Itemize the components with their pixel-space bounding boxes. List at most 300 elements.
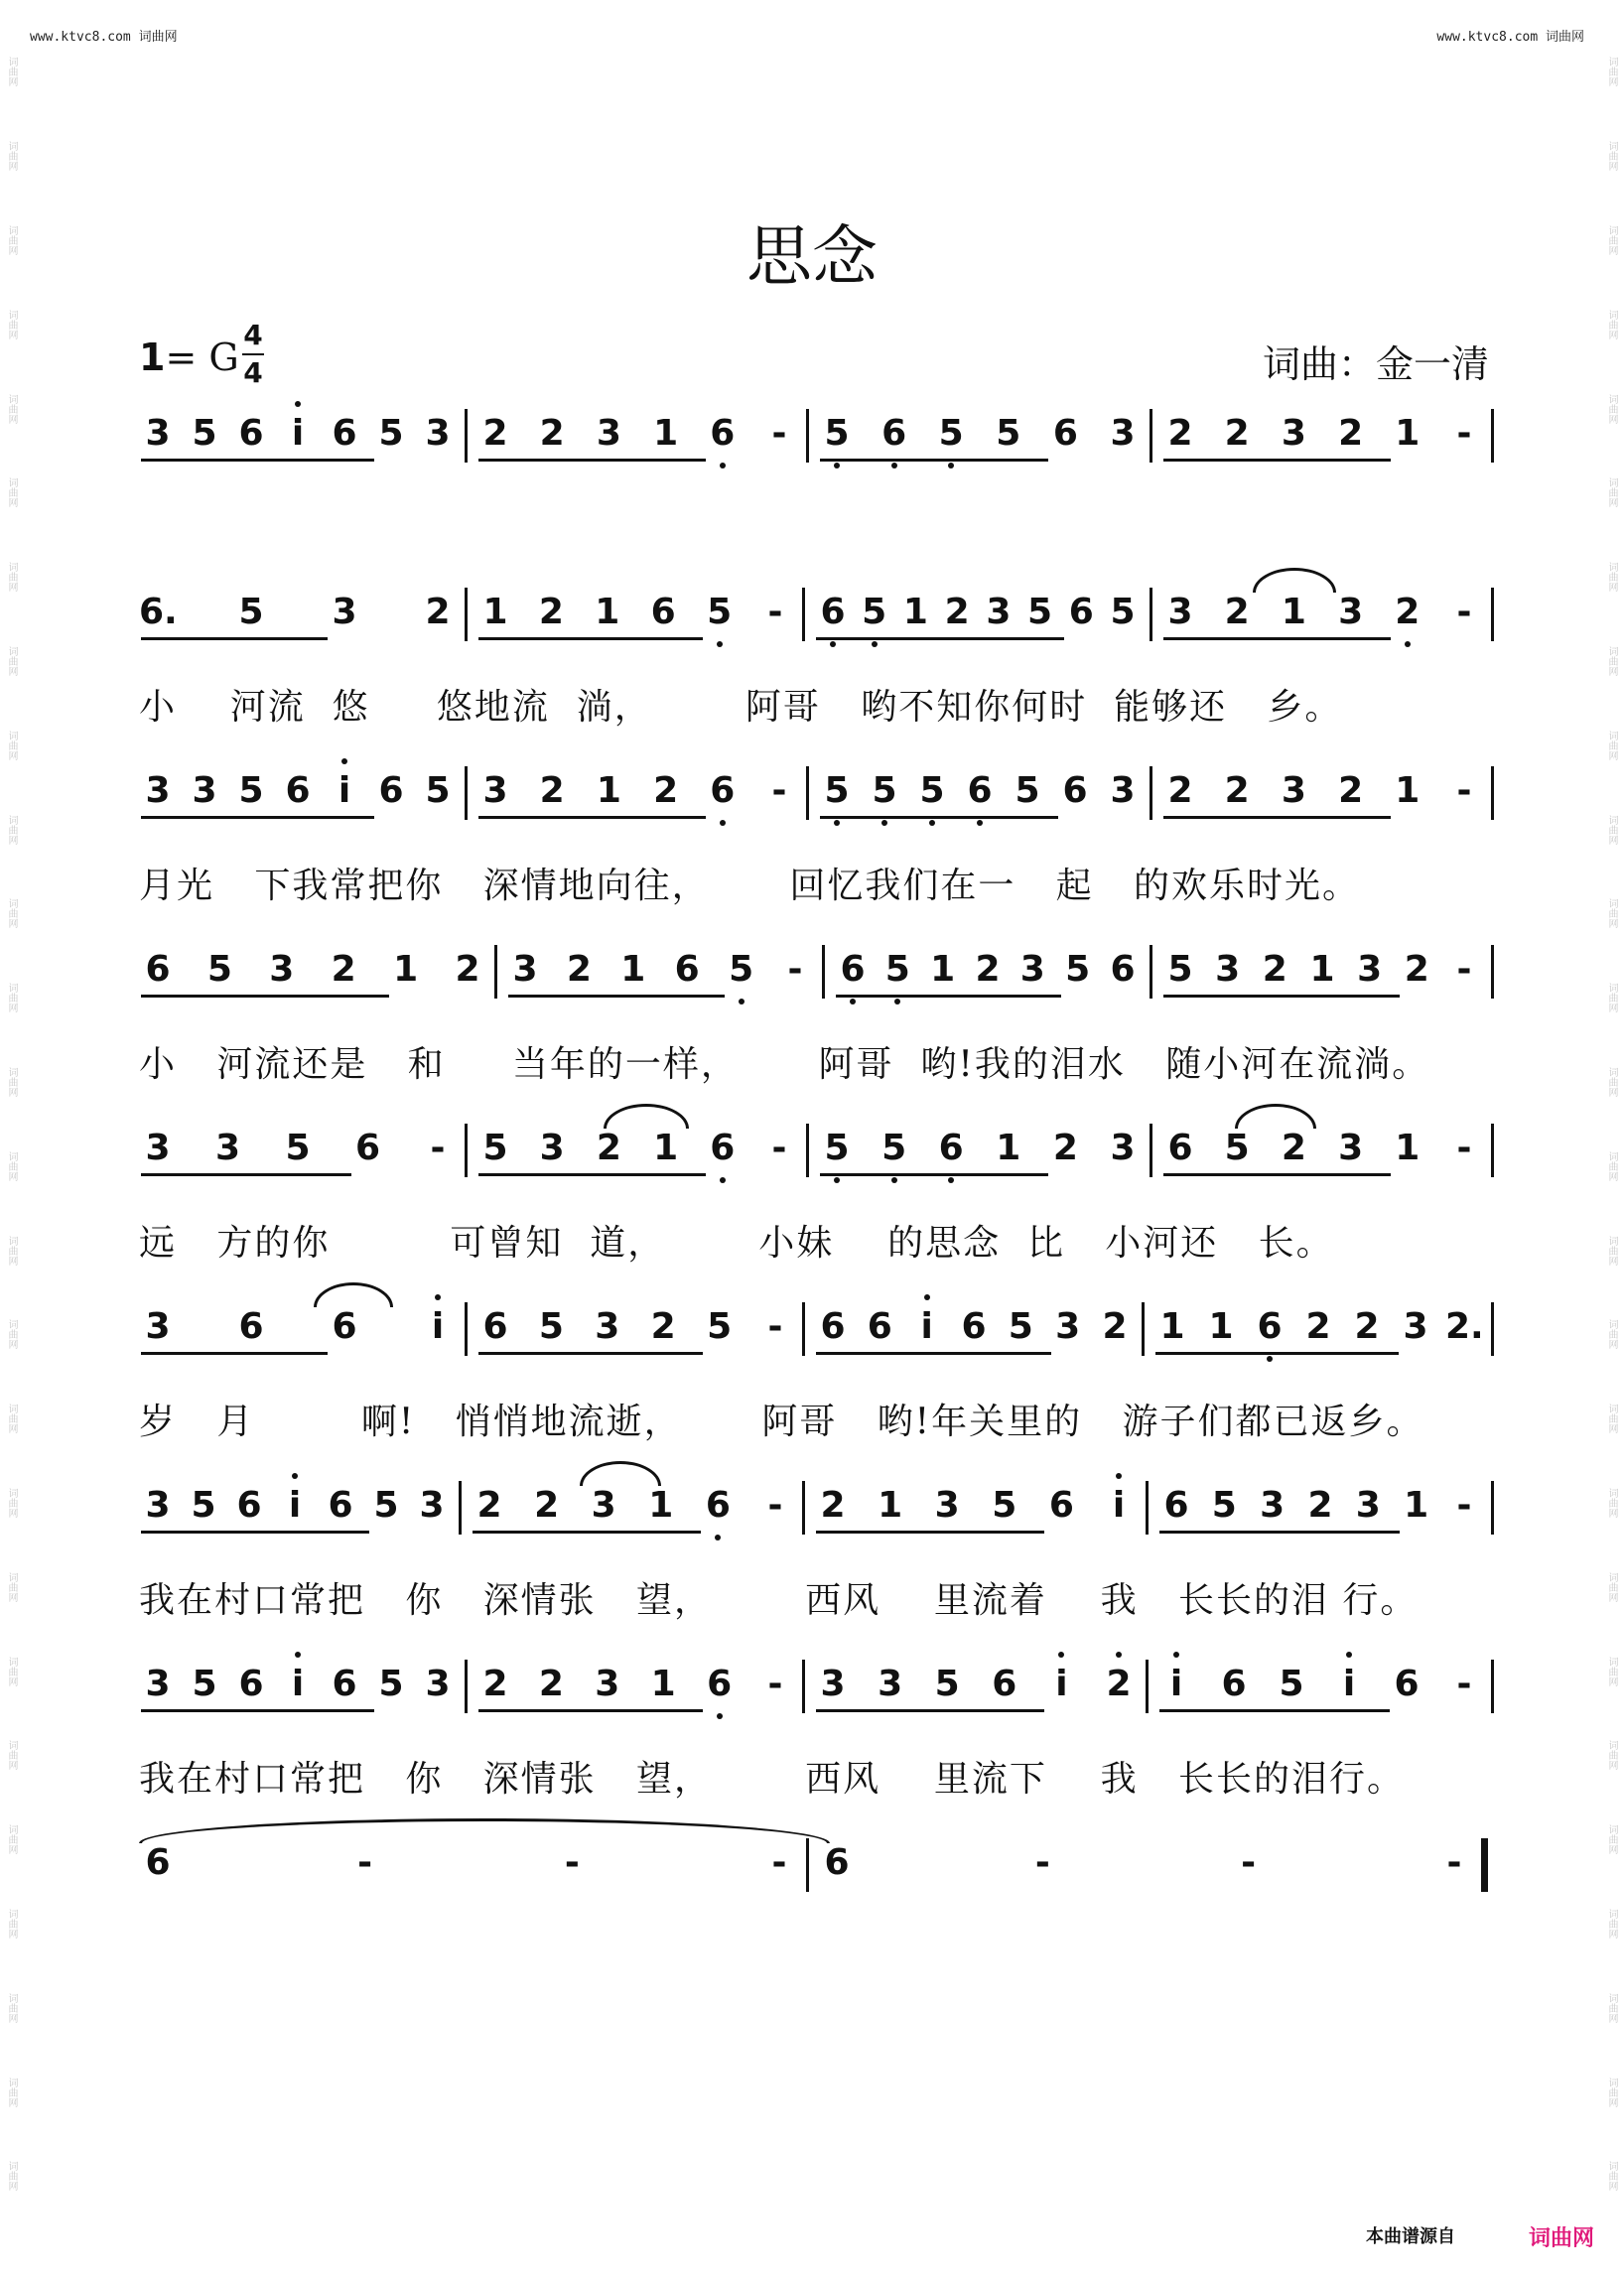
- dash-extender: -: [1456, 1128, 1472, 1168]
- barline: [1491, 409, 1494, 463]
- note: 2: [539, 770, 565, 811]
- side-watermark-text: 词曲网: [6, 1150, 17, 1181]
- notes-row: [0, 1660, 1624, 1715]
- note: 2: [1281, 1128, 1306, 1168]
- lyricist-composer-credit: 词曲：金一清: [1262, 342, 1489, 386]
- lyrics-line: 远 方的你 可曾知 道， 小妹 的思念 比 小河还 长。: [139, 1223, 1334, 1264]
- note: 5: [818, 1124, 856, 1173]
- note: 3: [145, 413, 171, 454]
- note: 5: [1015, 770, 1040, 811]
- side-watermark-text: 词曲网: [6, 898, 17, 929]
- note: 6: [378, 770, 404, 811]
- note: 3: [482, 770, 508, 811]
- beam-underline: [141, 459, 374, 462]
- beam-underline: [478, 1352, 703, 1355]
- note: 1: [620, 949, 646, 990]
- dash-extender: -: [430, 1128, 446, 1168]
- note: 5: [701, 588, 739, 637]
- note: 5: [192, 413, 217, 454]
- note: 1: [1281, 592, 1306, 632]
- beam-underline: [1159, 1531, 1400, 1534]
- side-watermark-text: 词曲网: [6, 224, 17, 255]
- footer-source-label: 本曲谱源自: [1366, 2226, 1455, 2247]
- dash-extender: -: [1241, 1842, 1257, 1883]
- note: 6: [332, 1664, 357, 1704]
- note: 6: [238, 1306, 264, 1347]
- barline: [802, 1481, 805, 1535]
- side-watermark-text: 词曲网: [6, 57, 17, 87]
- note: 5: [191, 1485, 216, 1526]
- lyrics-line: 月光 下我常把你 深情地向往， 回忆我们在一 起 的欢乐时光。: [139, 866, 1360, 906]
- notes-row: [0, 1124, 1624, 1179]
- beam-underline: [478, 1173, 706, 1176]
- side-watermark-text: 词曲网: [1606, 730, 1617, 760]
- note: 5: [1279, 1664, 1304, 1704]
- note: 6: [354, 1128, 381, 1168]
- note: 6: [1068, 592, 1094, 632]
- note: 1: [482, 592, 508, 632]
- side-watermark-text: 词曲网: [6, 1066, 17, 1097]
- note: 2: [1305, 1306, 1331, 1347]
- note: 3: [214, 1128, 241, 1168]
- note: 2: [650, 1306, 676, 1347]
- note: 6: [701, 1660, 739, 1709]
- staff-line: [0, 1302, 1624, 1471]
- note: 1: [393, 949, 419, 990]
- beam-underline: [473, 1531, 701, 1534]
- note: 3: [1215, 949, 1241, 990]
- side-watermark-text: 词曲网: [6, 1235, 17, 1266]
- dash-extender: -: [767, 1306, 783, 1347]
- beam-underline: [820, 816, 1058, 819]
- side-watermark-text: 词曲网: [1606, 2077, 1617, 2107]
- beam-underline: [478, 1709, 703, 1712]
- note: 3: [1110, 413, 1136, 454]
- note: 3: [425, 1664, 451, 1704]
- note: 6: [1221, 1664, 1247, 1704]
- note: 3: [595, 1664, 620, 1704]
- side-watermark-text: 词曲网: [1606, 141, 1617, 172]
- note: 6: [236, 1485, 262, 1526]
- notes-row: [0, 766, 1624, 822]
- side-watermark-text: 词曲网: [1606, 1066, 1617, 1097]
- note: 6: [332, 413, 357, 454]
- note: 5: [238, 592, 264, 632]
- note: 6: [704, 409, 742, 459]
- notes-row: [0, 588, 1624, 643]
- side-watermark-text: 词曲网: [1606, 1740, 1617, 1771]
- note: 3: [145, 770, 171, 811]
- barline: [1491, 1124, 1494, 1177]
- barline: [465, 588, 468, 641]
- staff-line: [0, 1481, 1624, 1650]
- beam-underline: [141, 1352, 328, 1355]
- side-watermark-text: 词曲网: [6, 1740, 17, 1771]
- dash-extender: -: [767, 1664, 783, 1704]
- barline: [465, 1124, 468, 1177]
- notes-row: [0, 409, 1624, 465]
- note: 5: [1110, 592, 1136, 632]
- note: 3: [539, 1128, 565, 1168]
- note: 6: [814, 588, 852, 637]
- beam-underline: [141, 816, 374, 819]
- barline: [1142, 1302, 1145, 1356]
- note: 3: [1355, 1485, 1381, 1526]
- note: 6: [328, 1485, 353, 1526]
- note: 6: [238, 1664, 264, 1704]
- dash-extender: -: [767, 592, 783, 632]
- side-watermark-text: 词曲网: [1606, 1319, 1617, 1350]
- note: 3: [192, 770, 217, 811]
- note: 1: [653, 413, 679, 454]
- note: 2: [975, 949, 1001, 990]
- barline: [806, 766, 809, 820]
- note: 5: [378, 1664, 404, 1704]
- note: 2: [1354, 1306, 1380, 1347]
- note: i: [1100, 1481, 1138, 1531]
- beam-underline: [816, 637, 1064, 640]
- side-watermark-text: 词曲网: [6, 1992, 17, 2023]
- dash-extender: -: [1446, 1842, 1462, 1883]
- note: 5: [192, 1664, 217, 1704]
- barline: [1150, 1124, 1152, 1177]
- staff-line: [0, 1838, 1624, 2007]
- note: 3: [1338, 592, 1364, 632]
- note: 5: [538, 1306, 564, 1347]
- barline: [494, 945, 497, 999]
- staff-line: [0, 588, 1624, 756]
- note: 1: [650, 1664, 676, 1704]
- side-watermark-text: 词曲网: [1606, 57, 1617, 87]
- side-watermark-text: 词曲网: [6, 814, 17, 845]
- note: 2: [1338, 413, 1364, 454]
- side-watermark-text: 词曲网: [6, 730, 17, 760]
- note: 2: [1224, 413, 1250, 454]
- side-watermark-text: 词曲网: [6, 477, 17, 508]
- beam-underline: [141, 1709, 374, 1712]
- side-watermark-text: 词曲网: [6, 1571, 17, 1602]
- note: 1: [930, 949, 956, 990]
- note: 3: [269, 949, 295, 990]
- note: 6: [992, 1664, 1017, 1704]
- watermark-top-left: www.ktvc8.com 词曲网: [30, 30, 178, 45]
- side-watermark-text: 词曲网: [6, 141, 17, 172]
- note: 3: [878, 1664, 903, 1704]
- note: 5: [818, 409, 856, 459]
- dash-extender: -: [1456, 592, 1472, 632]
- note: 2: [539, 413, 565, 454]
- note: 3: [1357, 949, 1383, 990]
- side-watermark-text: 词曲网: [1606, 1908, 1617, 1939]
- note: 1: [1404, 1485, 1429, 1526]
- dash-extender: -: [771, 413, 787, 454]
- beam-underline: [141, 637, 328, 640]
- beam-underline: [1159, 1709, 1390, 1712]
- note: 1: [596, 770, 621, 811]
- note: 3: [986, 592, 1012, 632]
- note: 3: [596, 413, 621, 454]
- note: 5: [425, 770, 451, 811]
- barline: [459, 1481, 462, 1535]
- beam-underline: [478, 816, 706, 819]
- note: 5: [932, 409, 970, 459]
- note: 5: [378, 413, 404, 454]
- note: 1: [996, 1128, 1021, 1168]
- note: 1: [1309, 949, 1335, 990]
- side-watermark-text: 词曲网: [6, 645, 17, 676]
- beam-underline: [1163, 1173, 1391, 1176]
- dash-extender: -: [771, 770, 787, 811]
- note: 3: [1055, 1306, 1081, 1347]
- note: 6: [704, 766, 742, 816]
- barline: [1146, 1660, 1149, 1713]
- beam-underline: [1163, 459, 1391, 462]
- dash-extender: -: [1456, 770, 1472, 811]
- beam-underline: [1163, 816, 1391, 819]
- side-watermark-text: 词曲网: [6, 2161, 17, 2192]
- note: 2: [566, 949, 592, 990]
- note: 2: [820, 1485, 846, 1526]
- note: 6: [285, 770, 311, 811]
- note: 6: [820, 1306, 846, 1347]
- barline: [822, 945, 825, 999]
- note: i: [279, 1660, 317, 1709]
- note: 2: [1389, 588, 1426, 637]
- note: 6: [1062, 770, 1088, 811]
- note: i: [419, 1302, 457, 1352]
- note: 2: [1102, 1306, 1128, 1347]
- note: 5: [996, 413, 1021, 454]
- side-watermark-text: 词曲网: [1606, 393, 1617, 424]
- note: 2: [482, 413, 508, 454]
- note: 6: [961, 766, 999, 816]
- note: 2: [1338, 770, 1364, 811]
- side-watermark-text: 词曲网: [1606, 1571, 1617, 1602]
- beam-underline: [141, 1173, 351, 1176]
- note: i: [276, 1481, 314, 1531]
- beam-underline: [820, 459, 1048, 462]
- barline: [806, 1124, 809, 1177]
- dash-extender: -: [1034, 1842, 1050, 1883]
- side-watermark-text: 词曲网: [1606, 645, 1617, 676]
- side-watermark-text: 词曲网: [1606, 898, 1617, 929]
- beam-underline: [820, 1173, 1048, 1176]
- note: 5: [879, 945, 916, 995]
- note: 1: [1395, 770, 1421, 811]
- note: 3: [1403, 1306, 1428, 1347]
- note: 3: [512, 949, 538, 990]
- note: 5: [1167, 949, 1193, 990]
- barline: [802, 588, 805, 641]
- note: 6: [482, 1306, 508, 1347]
- beam-underline: [816, 1531, 1044, 1534]
- barline: [465, 1302, 468, 1356]
- barline: [1150, 409, 1152, 463]
- note: 5: [913, 766, 951, 816]
- dash-extender: -: [357, 1842, 373, 1883]
- dash-extender: -: [564, 1842, 580, 1883]
- key-rest: = G: [165, 335, 239, 379]
- note: 5: [1211, 1485, 1237, 1526]
- note: 1: [1395, 1128, 1421, 1168]
- note: 6: [1251, 1302, 1288, 1352]
- note: 2: [534, 1485, 560, 1526]
- note: 6: [650, 592, 676, 632]
- note: i: [326, 766, 363, 816]
- beam-underline: [816, 1709, 1044, 1712]
- note: 1: [1208, 1306, 1234, 1347]
- note: 6: [876, 409, 913, 459]
- barline: [1491, 1481, 1494, 1535]
- beam-underline: [836, 995, 1061, 998]
- note: 2: [1100, 1660, 1138, 1709]
- note: 6: [932, 1124, 970, 1173]
- note: 3: [934, 1485, 960, 1526]
- barline: [1150, 945, 1152, 999]
- barline: [802, 1660, 805, 1713]
- beam-underline: [816, 1352, 1051, 1355]
- side-watermark-text: 词曲网: [1606, 1150, 1617, 1181]
- note: 1: [653, 1128, 679, 1168]
- footer-site-logo: 词曲网: [1528, 2226, 1594, 2251]
- notes-row: [0, 1838, 1624, 1894]
- dash-extender: -: [1456, 949, 1472, 990]
- beam-underline: [1155, 1352, 1399, 1355]
- note: 3: [1110, 1128, 1136, 1168]
- side-watermark-text: 词曲网: [1606, 1992, 1617, 2023]
- key-signature: [139, 335, 239, 379]
- note: 2: [455, 949, 480, 990]
- note: 2: [1404, 949, 1429, 990]
- dash-extender: -: [1456, 1664, 1472, 1704]
- side-watermark-text: 词曲网: [1606, 562, 1617, 593]
- note: 1: [595, 592, 620, 632]
- note: 6: [961, 1306, 987, 1347]
- note: 3: [1260, 1485, 1286, 1526]
- time-signature: [242, 320, 264, 389]
- time-signature-top: 4: [243, 319, 263, 351]
- note: 6: [1052, 413, 1078, 454]
- note: 5: [285, 1128, 311, 1168]
- note: 2: [1052, 1128, 1078, 1168]
- final-barline: [1481, 1838, 1488, 1892]
- dash-extender: -: [767, 1485, 783, 1526]
- side-watermark-text: 词曲网: [6, 309, 17, 339]
- key-do: 1: [139, 335, 166, 379]
- side-watermark-text: 词曲网: [6, 1656, 17, 1686]
- note: 3: [145, 1485, 171, 1526]
- note: 5: [1027, 592, 1053, 632]
- side-watermark-text: 词曲网: [6, 983, 17, 1013]
- note: 2: [425, 592, 451, 632]
- note: 5: [856, 588, 893, 637]
- note: 6: [834, 945, 872, 995]
- note: 3: [1167, 592, 1193, 632]
- beam-underline: [1163, 637, 1391, 640]
- staff-line: [0, 1660, 1624, 1828]
- note: 3: [1019, 949, 1045, 990]
- note: 2: [1167, 770, 1193, 811]
- side-watermark-text: 词曲网: [6, 1319, 17, 1350]
- note: 6: [145, 1842, 171, 1883]
- watermark-top-right: www.ktvc8.com 词曲网: [1436, 30, 1584, 45]
- note: 6: [867, 1306, 892, 1347]
- note: 1: [1395, 413, 1421, 454]
- lyrics-line: 小 河流还是 和 当年的一样， 阿哥 哟!我的泪水 随小河在流淌。: [139, 1044, 1430, 1085]
- song-title: 思念: [746, 218, 878, 295]
- note: i: [1157, 1660, 1195, 1709]
- note: 6.: [139, 592, 178, 632]
- side-watermark-text: 词曲网: [6, 1908, 17, 1939]
- note: i: [1330, 1660, 1368, 1709]
- side-watermark-text: 词曲网: [6, 1487, 17, 1518]
- note: 6: [145, 949, 171, 990]
- note: 2.: [1445, 1306, 1484, 1347]
- note: 6: [704, 1124, 742, 1173]
- side-watermark-text: 词曲网: [6, 1404, 17, 1434]
- note: 5: [482, 1128, 508, 1168]
- note: 2: [944, 592, 970, 632]
- barline: [806, 409, 809, 463]
- note: 2: [653, 770, 679, 811]
- note: i: [908, 1302, 946, 1352]
- note: 2: [596, 1128, 621, 1168]
- note: 2: [1224, 770, 1250, 811]
- note: 2: [1167, 413, 1193, 454]
- barline: [1491, 588, 1494, 641]
- barline: [465, 409, 468, 463]
- note: 5: [934, 1664, 960, 1704]
- note: i: [1042, 1660, 1080, 1709]
- note: 2: [1224, 592, 1250, 632]
- note: 2: [1262, 949, 1287, 990]
- staff-line: [0, 1124, 1624, 1292]
- side-watermark-text: 词曲网: [1606, 814, 1617, 845]
- barline: [1146, 1481, 1149, 1535]
- note: 2: [482, 1664, 508, 1704]
- lyrics-line: 小 河流 悠 悠地流 淌， 阿哥 哟不知你何时 能够还 乡。: [139, 687, 1343, 728]
- dash-extender: -: [771, 1842, 787, 1883]
- note: 6: [674, 949, 700, 990]
- dash-extender: -: [787, 949, 803, 990]
- side-watermark-text: 词曲网: [1606, 1656, 1617, 1686]
- dash-extender: -: [1456, 1485, 1472, 1526]
- note: 2: [476, 1485, 502, 1526]
- barline: [1491, 1660, 1494, 1713]
- note: 2: [538, 1664, 564, 1704]
- note: 3: [419, 1485, 445, 1526]
- note: 5: [723, 945, 760, 995]
- note: 3: [591, 1485, 616, 1526]
- beam-underline: [478, 637, 703, 640]
- barline: [1491, 766, 1494, 820]
- side-watermark-text: 词曲网: [6, 562, 17, 593]
- notes-row: [0, 1481, 1624, 1537]
- barline: [1150, 766, 1152, 820]
- note: 5: [1008, 1306, 1033, 1347]
- lyrics-line: 我在村口常把 你 深情张 望， 西风 里流着 我 长长的泪 行。: [139, 1580, 1419, 1621]
- dash-extender: -: [1456, 413, 1472, 454]
- notes-row: [0, 1302, 1624, 1358]
- note: 6: [1394, 1664, 1420, 1704]
- note: 3: [595, 1306, 620, 1347]
- note: 6: [1167, 1128, 1193, 1168]
- note: 2: [331, 949, 356, 990]
- note: i: [279, 409, 317, 459]
- notes-row: [0, 945, 1624, 1001]
- note: 5: [1065, 949, 1091, 990]
- barline: [1491, 945, 1494, 999]
